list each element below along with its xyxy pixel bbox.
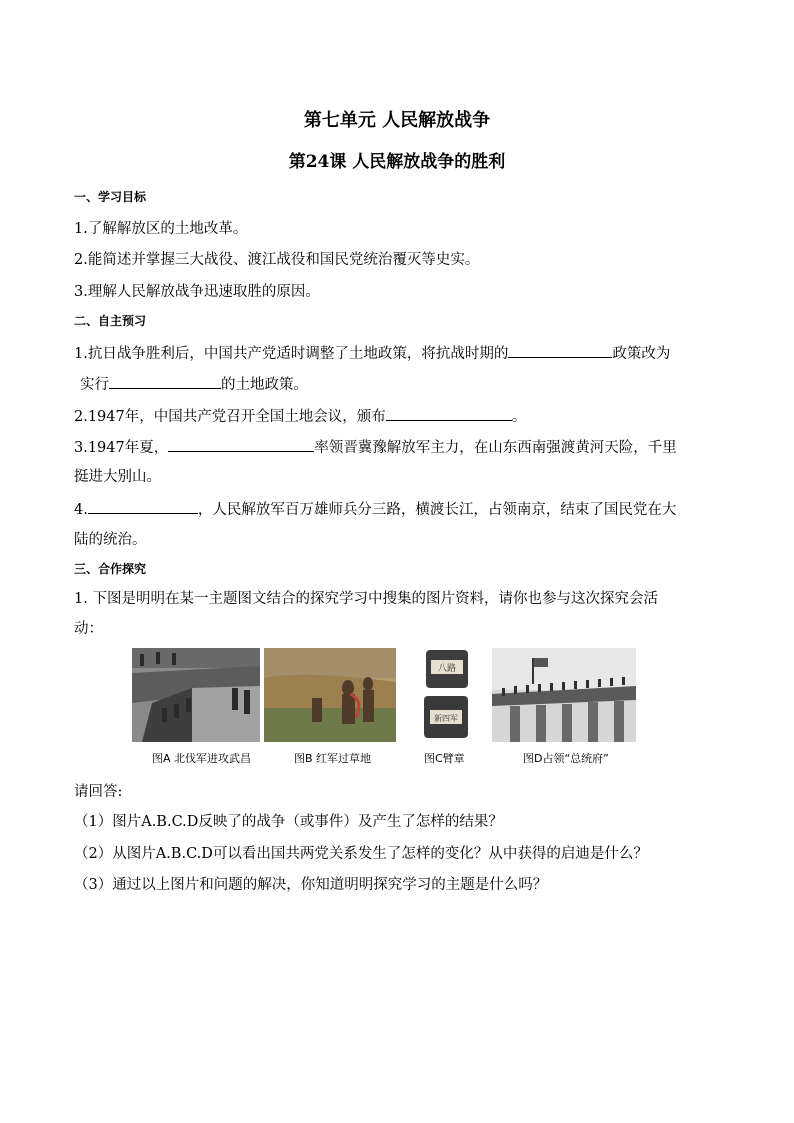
question-text: 政策改为 bbox=[612, 346, 671, 362]
answer-blank[interactable] bbox=[386, 406, 512, 421]
question-2 bbox=[74, 405, 526, 426]
photo-b-red-army-grassland bbox=[264, 648, 396, 742]
question-1-line-2 bbox=[80, 373, 308, 394]
photo-d-presidential-palace bbox=[492, 648, 636, 742]
explore-intro: 动： bbox=[74, 621, 103, 637]
question-text: 实行 bbox=[80, 377, 109, 393]
photo-b-image bbox=[264, 648, 396, 742]
explore-question: （2）从图片A.B.C.D可以看出国共两党关系发生了怎样的变化？从中获得的启迪是什么？ bbox=[74, 846, 648, 862]
photo-a-image bbox=[132, 648, 260, 742]
armband-top-text: 八路 bbox=[437, 664, 457, 674]
question-3-line-1 bbox=[74, 436, 677, 457]
question-3-line-2: 挺进大别山。 bbox=[74, 469, 161, 485]
figure-caption-a: 图A 北伐军进攻武昌 bbox=[152, 752, 252, 765]
explore-question: （3）通过以上图片和问题的解决，你知道明明探究学习的主题是什么吗？ bbox=[74, 877, 548, 893]
figure-caption-b: 图B 红军过草地 bbox=[294, 752, 372, 765]
question-text: 2.1947年，中国共产党召开全国土地会议，颁布 bbox=[74, 409, 386, 425]
section-heading-explore: 三、合作探究 bbox=[74, 562, 147, 576]
objective-item: 3.理解人民解放战争迅速取胜的原因。 bbox=[74, 284, 320, 300]
lesson-title: 第24课 人民解放战争的胜利 bbox=[288, 152, 506, 172]
question-text: ，人民解放军百万雄师兵分三路，横渡长江，占领南京，结束了国民党在大 bbox=[197, 502, 677, 518]
photo-c-image bbox=[420, 648, 474, 742]
photo-d-image bbox=[492, 648, 636, 742]
question-1-line-1 bbox=[74, 342, 670, 363]
answer-prompt: 请回答: bbox=[74, 784, 123, 800]
explore-question: （1）图片A.B.C.D反映了的战争（或事件）及产生了怎样的结果？ bbox=[74, 814, 503, 830]
answer-blank[interactable] bbox=[168, 437, 314, 452]
answer-blank[interactable] bbox=[88, 499, 198, 514]
answer-blank[interactable] bbox=[109, 374, 221, 389]
question-text: 的土地政策。 bbox=[221, 377, 308, 393]
section-heading-objectives: 一、学习目标 bbox=[74, 190, 147, 204]
explore-intro: 1. 下图是明明在某一主题图文结合的探究学习中搜集的图片资料，请你也参与这次探究会活 bbox=[74, 591, 658, 607]
question-4-line-2: 陆的统治。 bbox=[74, 532, 147, 548]
question-text: 1.抗日战争胜利后，中国共产党适时调整了土地政策，将抗战时期的 bbox=[74, 346, 509, 362]
question-text: 3.1947年夏， bbox=[74, 440, 169, 456]
question-text: 。 bbox=[511, 409, 527, 425]
answer-blank[interactable] bbox=[508, 343, 612, 358]
question-4-line-1 bbox=[74, 498, 676, 519]
photo-c-armbands bbox=[420, 648, 474, 742]
photo-a-northern-expedition bbox=[132, 648, 260, 742]
question-text: 率领晋冀豫解放军主力，在山东西南强渡黄河天险，千里 bbox=[314, 440, 677, 456]
objective-item: 1.了解解放区的土地改革。 bbox=[74, 221, 248, 237]
question-text: 4. bbox=[74, 502, 88, 518]
unit-title: 第七单元 人民解放战争 bbox=[303, 110, 491, 131]
figure-caption-d: 图D占领“总统府” bbox=[523, 752, 609, 765]
section-heading-preview: 二、自主预习 bbox=[74, 314, 147, 328]
figure-caption-c: 图C臂章 bbox=[424, 752, 465, 765]
armband-bottom-text: 新四军 bbox=[434, 714, 458, 723]
objective-item: 2.能简述并掌握三大战役、渡江战役和国民党统治覆灭等史实。 bbox=[74, 252, 480, 268]
